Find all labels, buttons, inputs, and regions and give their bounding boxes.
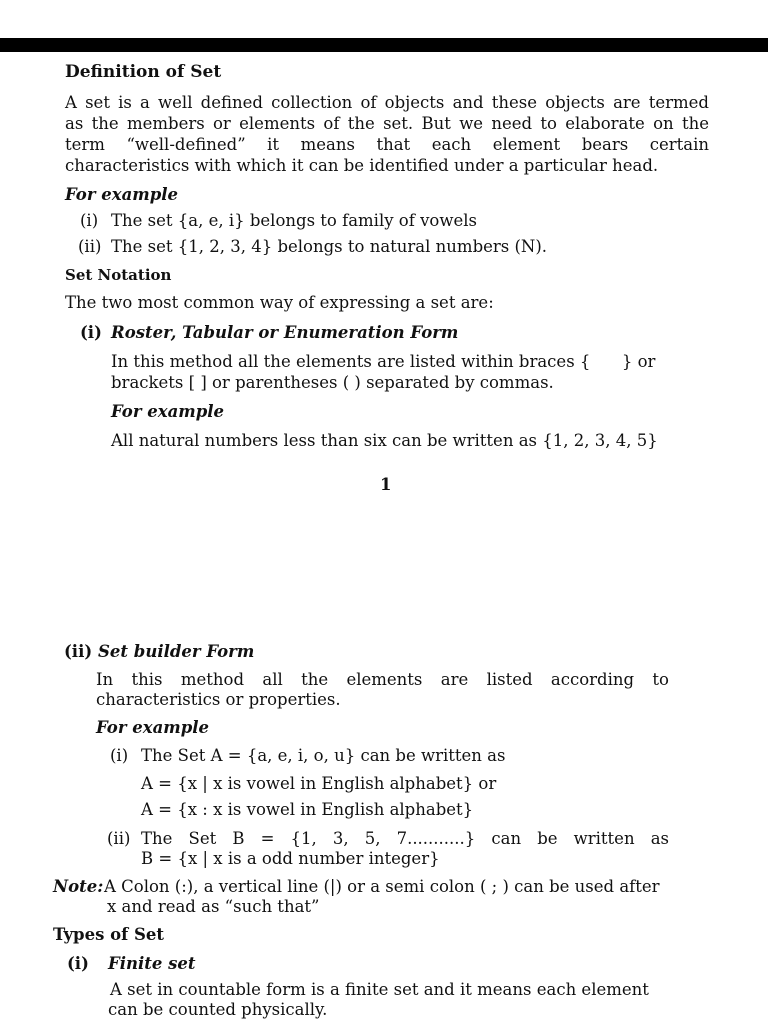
ex1-line-2: A = {x | x is vowel in English alphabet} or bbox=[141, 774, 497, 793]
roster-text-1: In this method all the elements are listed within braces { } or bbox=[111, 352, 656, 371]
finite-num: (i) bbox=[67, 954, 89, 973]
for-example-heading-1: For example bbox=[65, 185, 179, 204]
ex2-num: (ii) bbox=[107, 829, 131, 848]
intro-line-2: as the members or elements of the set. But we need to elaborate on the bbox=[65, 114, 709, 133]
intro-line-4: characteristics with which it can be identified under a particular head. bbox=[65, 156, 659, 175]
section-heading-definition: Definition of Set bbox=[65, 62, 222, 82]
note-line-2: x and read as “such that” bbox=[107, 897, 320, 916]
roster-num: (i) bbox=[80, 323, 102, 342]
example-item-text-1: The set {a, e, i} belongs to family of vowels bbox=[111, 211, 477, 230]
builder-num: (ii) bbox=[64, 642, 93, 661]
finite-text-2: can be counted physically. bbox=[108, 1000, 328, 1019]
page-number: 1 bbox=[380, 475, 392, 494]
intro-line-1: A set is a well defined collection of objects and these objects are termed bbox=[65, 93, 709, 112]
builder-text-2: characteristics or properties. bbox=[96, 690, 341, 709]
for-example-heading-3: For example bbox=[96, 718, 210, 737]
note-label: Note: bbox=[53, 877, 104, 896]
roster-example: All natural numbers less than six can be written as {1, 2, 3, 4, 5} bbox=[111, 431, 658, 450]
ex1-line-1: The Set A = {a, e, i, o, u} can be written as bbox=[141, 746, 506, 765]
notation-intro: The two most common way of expressing a set are: bbox=[65, 293, 494, 312]
builder-text-1: In this method all the elements are listed according to bbox=[96, 670, 669, 689]
intro-line-3: term “well-defined” it means that each element bears certain bbox=[65, 135, 709, 154]
top-black-bar bbox=[0, 38, 768, 52]
example-item-text-2: The set {1, 2, 3, 4} belongs to natural numbers (N). bbox=[111, 237, 548, 256]
types-of-set-heading: Types of Set bbox=[53, 925, 165, 944]
roster-title: Roster, Tabular or Enumeration Form bbox=[111, 323, 459, 342]
ex2-line-2: B = {x | x is a odd number integer} bbox=[141, 849, 440, 868]
ex1-num: (i) bbox=[110, 746, 129, 765]
ex2-line-1: The Set B = {1, 3, 5, 7...........} can be written as bbox=[141, 829, 669, 848]
for-example-heading-2: For example bbox=[111, 402, 225, 421]
builder-title: Set builder Form bbox=[98, 642, 255, 661]
finite-title: Finite set bbox=[108, 954, 196, 973]
set-notation-heading: Set Notation bbox=[65, 266, 172, 284]
ex1-line-3: A = {x : x is vowel in English alphabet} bbox=[141, 800, 474, 819]
finite-text-1: A set in countable form is a finite set and it means each element bbox=[110, 980, 649, 999]
roster-text-2: brackets [ ] or parentheses ( ) separated by commas. bbox=[111, 373, 554, 392]
note-line-1: A Colon (:), a vertical line (|) or a semi colon ( ; ) can be used after bbox=[104, 877, 660, 896]
example-item-num-2: (ii) bbox=[78, 237, 102, 256]
example-item-num-1: (i) bbox=[80, 211, 99, 230]
